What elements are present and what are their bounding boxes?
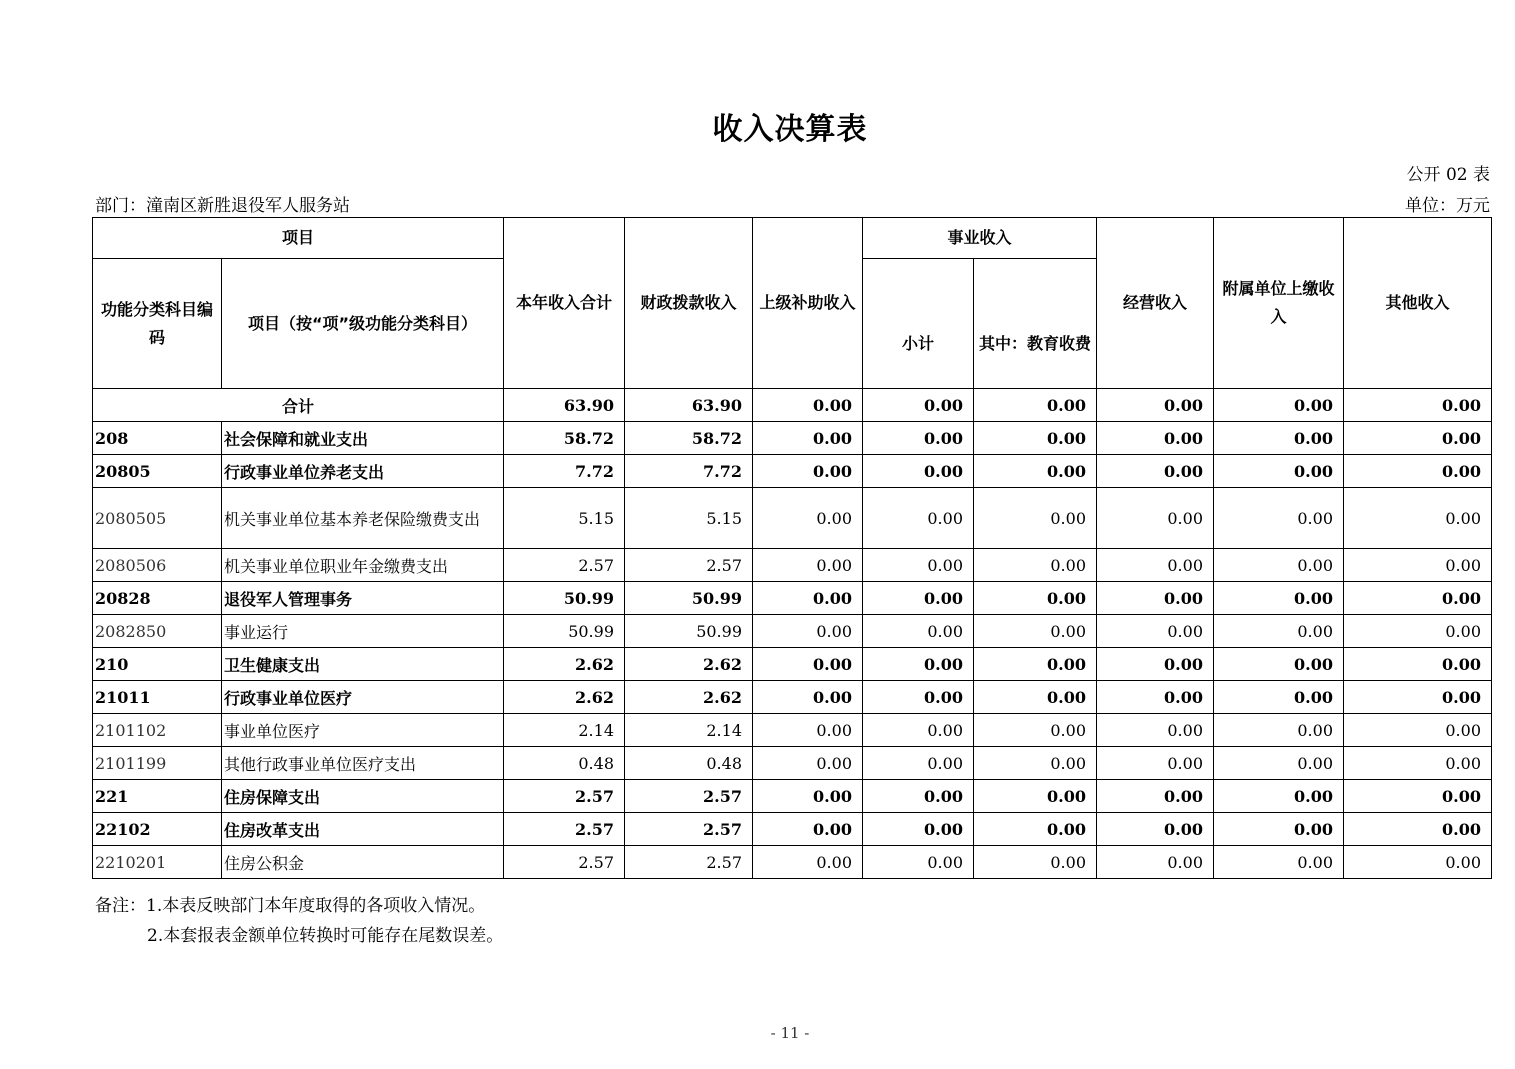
row-code: 21011: [93, 681, 222, 714]
row-code: 221: [93, 780, 222, 813]
row-value: 0.00: [1097, 615, 1214, 648]
row-value: 5.15: [504, 488, 625, 549]
total-cell: 0.00: [974, 389, 1097, 422]
row-value: 0.00: [1097, 582, 1214, 615]
row-value: 0.00: [1214, 582, 1344, 615]
row-value: 0.00: [1097, 714, 1214, 747]
row-value: 0.00: [974, 813, 1097, 846]
header-superior: 上级补助收入: [753, 218, 863, 389]
row-name: 住房公积金: [222, 846, 504, 879]
row-value: 0.00: [1097, 422, 1214, 455]
row-value: 0.00: [1214, 455, 1344, 488]
header-other: 其他收入: [1344, 218, 1492, 389]
form-number: 公开 02 表: [1406, 165, 1490, 185]
row-value: 0.00: [974, 582, 1097, 615]
row-value: 0.00: [1214, 681, 1344, 714]
header-affiliated: 附属单位上缴收入: [1214, 218, 1344, 389]
note-line-2: 2.本套报表金额单位转换时可能存在尾数误差。: [147, 926, 504, 946]
row-value: 0.00: [1214, 488, 1344, 549]
row-value: 0.00: [753, 615, 863, 648]
header-code: 功能分类科目编码: [93, 259, 222, 389]
row-code: 22102: [93, 813, 222, 846]
row-value: 2.57: [625, 549, 753, 582]
row-value: 0.00: [974, 714, 1097, 747]
row-value: 7.72: [504, 455, 625, 488]
row-value: 0.00: [753, 747, 863, 780]
row-value: 0.48: [625, 747, 753, 780]
row-value: 0.00: [753, 488, 863, 549]
row-code: 20828: [93, 582, 222, 615]
total-cell: 63.90: [504, 389, 625, 422]
row-value: 0.00: [974, 615, 1097, 648]
row-value: 0.00: [753, 648, 863, 681]
row-value: 0.00: [863, 455, 974, 488]
row-name: 卫生健康支出: [222, 648, 504, 681]
row-value: 0.00: [974, 422, 1097, 455]
total-cell: 0.00: [753, 389, 863, 422]
header-total: 本年收入合计: [504, 218, 625, 389]
table-row: [93, 714, 1492, 747]
row-value: 0.00: [863, 813, 974, 846]
table-row: [93, 780, 1492, 813]
row-value: 0.00: [1214, 549, 1344, 582]
row-value: 0.00: [1097, 780, 1214, 813]
row-value: 0.00: [863, 582, 974, 615]
row-value: 0.00: [1344, 422, 1492, 455]
row-value: 0.00: [753, 582, 863, 615]
page-title: 收入决算表: [712, 112, 868, 147]
row-name: 行政事业单位医疗: [222, 681, 504, 714]
row-value: 2.57: [625, 846, 753, 879]
row-value: 2.57: [504, 780, 625, 813]
row-name: 机关事业单位基本养老保险缴费支出: [222, 488, 504, 549]
header-fiscal: 财政拨款收入: [625, 218, 753, 389]
row-value: 0.00: [1097, 488, 1214, 549]
row-code: 2101199: [93, 747, 222, 780]
row-value: 0.00: [1214, 747, 1344, 780]
row-value: 0.00: [1344, 582, 1492, 615]
table-row: [93, 747, 1492, 780]
row-value: 0.00: [753, 813, 863, 846]
row-value: 58.72: [504, 422, 625, 455]
row-code: 210: [93, 648, 222, 681]
row-value: 2.62: [504, 681, 625, 714]
notes: [95, 891, 503, 951]
row-value: 50.99: [625, 582, 753, 615]
row-value: 0.00: [1344, 747, 1492, 780]
row-name: 机关事业单位职业年金缴费支出: [222, 549, 504, 582]
row-value: 2.14: [625, 714, 753, 747]
header-project: 项目: [93, 218, 504, 259]
row-value: 0.00: [1097, 846, 1214, 879]
total-cell: 0.00: [1344, 389, 1492, 422]
row-value: 0.00: [1214, 714, 1344, 747]
row-value: 0.00: [1344, 648, 1492, 681]
row-value: 2.57: [504, 813, 625, 846]
row-value: 0.00: [863, 714, 974, 747]
row-value: 0.00: [974, 455, 1097, 488]
row-value: 2.57: [504, 846, 625, 879]
row-value: 0.00: [1214, 846, 1344, 879]
row-value: 0.00: [1097, 813, 1214, 846]
table-row: [93, 648, 1492, 681]
table-row: [93, 582, 1492, 615]
department-label: 部门：潼南区新胜退役军人服务站: [95, 196, 350, 216]
row-value: 0.00: [974, 681, 1097, 714]
row-value: 0.00: [1214, 780, 1344, 813]
header-name: 项目（按“项”级功能分类科目）: [222, 259, 504, 389]
row-value: 50.99: [504, 615, 625, 648]
row-value: 2.62: [625, 681, 753, 714]
row-value: 0.00: [1214, 422, 1344, 455]
row-value: 2.57: [504, 549, 625, 582]
row-value: 0.00: [1344, 714, 1492, 747]
row-value: 0.00: [863, 681, 974, 714]
row-value: 0.00: [1344, 488, 1492, 549]
row-value: 0.00: [1097, 681, 1214, 714]
row-value: 0.00: [1214, 648, 1344, 681]
row-value: 0.00: [974, 780, 1097, 813]
row-value: 50.99: [504, 582, 625, 615]
header-operating: 经营收入: [1097, 218, 1214, 389]
row-value: 0.00: [1344, 455, 1492, 488]
row-value: 0.00: [863, 780, 974, 813]
note-line-1: 备注：1.本表反映部门本年度取得的各项收入情况。: [95, 896, 486, 916]
table-row: [93, 455, 1492, 488]
row-value: 0.00: [863, 488, 974, 549]
row-value: 5.15: [625, 488, 753, 549]
total-cell: 0.00: [1214, 389, 1344, 422]
row-value: 0.00: [863, 615, 974, 648]
unit-label: 单位：万元: [1405, 196, 1490, 216]
page-number: - 11 -: [770, 1024, 810, 1042]
row-value: 0.00: [974, 846, 1097, 879]
row-code: 2210201: [93, 846, 222, 879]
row-code: 2080505: [93, 488, 222, 549]
table-row: [93, 549, 1492, 582]
table-row: [93, 846, 1492, 879]
row-value: 0.00: [1097, 747, 1214, 780]
row-value: 0.00: [863, 648, 974, 681]
row-value: 0.00: [863, 422, 974, 455]
row-value: 2.62: [504, 648, 625, 681]
row-value: 58.72: [625, 422, 753, 455]
total-cell: 0.00: [863, 389, 974, 422]
row-value: 0.00: [974, 648, 1097, 681]
row-value: 0.00: [1344, 681, 1492, 714]
row-value: 0.00: [1214, 615, 1344, 648]
row-value: 0.00: [753, 846, 863, 879]
table-row: [93, 813, 1492, 846]
row-value: 0.00: [974, 549, 1097, 582]
row-code: 208: [93, 422, 222, 455]
row-value: 0.00: [753, 455, 863, 488]
row-value: 50.99: [625, 615, 753, 648]
row-value: 2.57: [625, 780, 753, 813]
header-subtotal: 小计: [863, 259, 974, 389]
row-value: 0.00: [1344, 615, 1492, 648]
row-value: 0.48: [504, 747, 625, 780]
row-value: 2.14: [504, 714, 625, 747]
header-education: 其中：教育收费: [974, 259, 1097, 389]
row-value: 0.00: [1097, 648, 1214, 681]
row-value: 0.00: [1097, 549, 1214, 582]
row-name: 住房改革支出: [222, 813, 504, 846]
row-value: 0.00: [863, 747, 974, 780]
row-value: 2.57: [625, 813, 753, 846]
row-name: 行政事业单位养老支出: [222, 455, 504, 488]
table-row: [93, 681, 1492, 714]
row-name: 事业单位医疗: [222, 714, 504, 747]
row-value: 0.00: [974, 488, 1097, 549]
row-name: 事业运行: [222, 615, 504, 648]
table-row: [93, 488, 1492, 549]
row-value: 0.00: [1344, 813, 1492, 846]
row-value: 0.00: [863, 846, 974, 879]
row-value: 0.00: [863, 549, 974, 582]
header-career: 事业收入: [863, 218, 1097, 259]
row-value: 7.72: [625, 455, 753, 488]
table-row: [93, 422, 1492, 455]
row-name: 其他行政事业单位医疗支出: [222, 747, 504, 780]
row-name: 住房保障支出: [222, 780, 504, 813]
row-code: 2082850: [93, 615, 222, 648]
row-value: 2.62: [625, 648, 753, 681]
row-value: 0.00: [1344, 780, 1492, 813]
row-value: 0.00: [1214, 813, 1344, 846]
total-cell: 63.90: [625, 389, 753, 422]
row-value: 0.00: [753, 549, 863, 582]
total-row-label: 合计: [93, 389, 504, 422]
total-cell: 0.00: [1097, 389, 1214, 422]
row-value: 0.00: [753, 422, 863, 455]
row-code: 2080506: [93, 549, 222, 582]
row-value: 0.00: [1344, 846, 1492, 879]
row-value: 0.00: [753, 681, 863, 714]
row-name: 退役军人管理事务: [222, 582, 504, 615]
row-value: 0.00: [1344, 549, 1492, 582]
row-name: 社会保障和就业支出: [222, 422, 504, 455]
table-row: [93, 615, 1492, 648]
income-table: [92, 217, 1492, 879]
row-value: 0.00: [753, 714, 863, 747]
row-value: 0.00: [974, 747, 1097, 780]
row-value: 0.00: [753, 780, 863, 813]
row-code: 2101102: [93, 714, 222, 747]
row-value: 0.00: [1097, 455, 1214, 488]
row-code: 20805: [93, 455, 222, 488]
